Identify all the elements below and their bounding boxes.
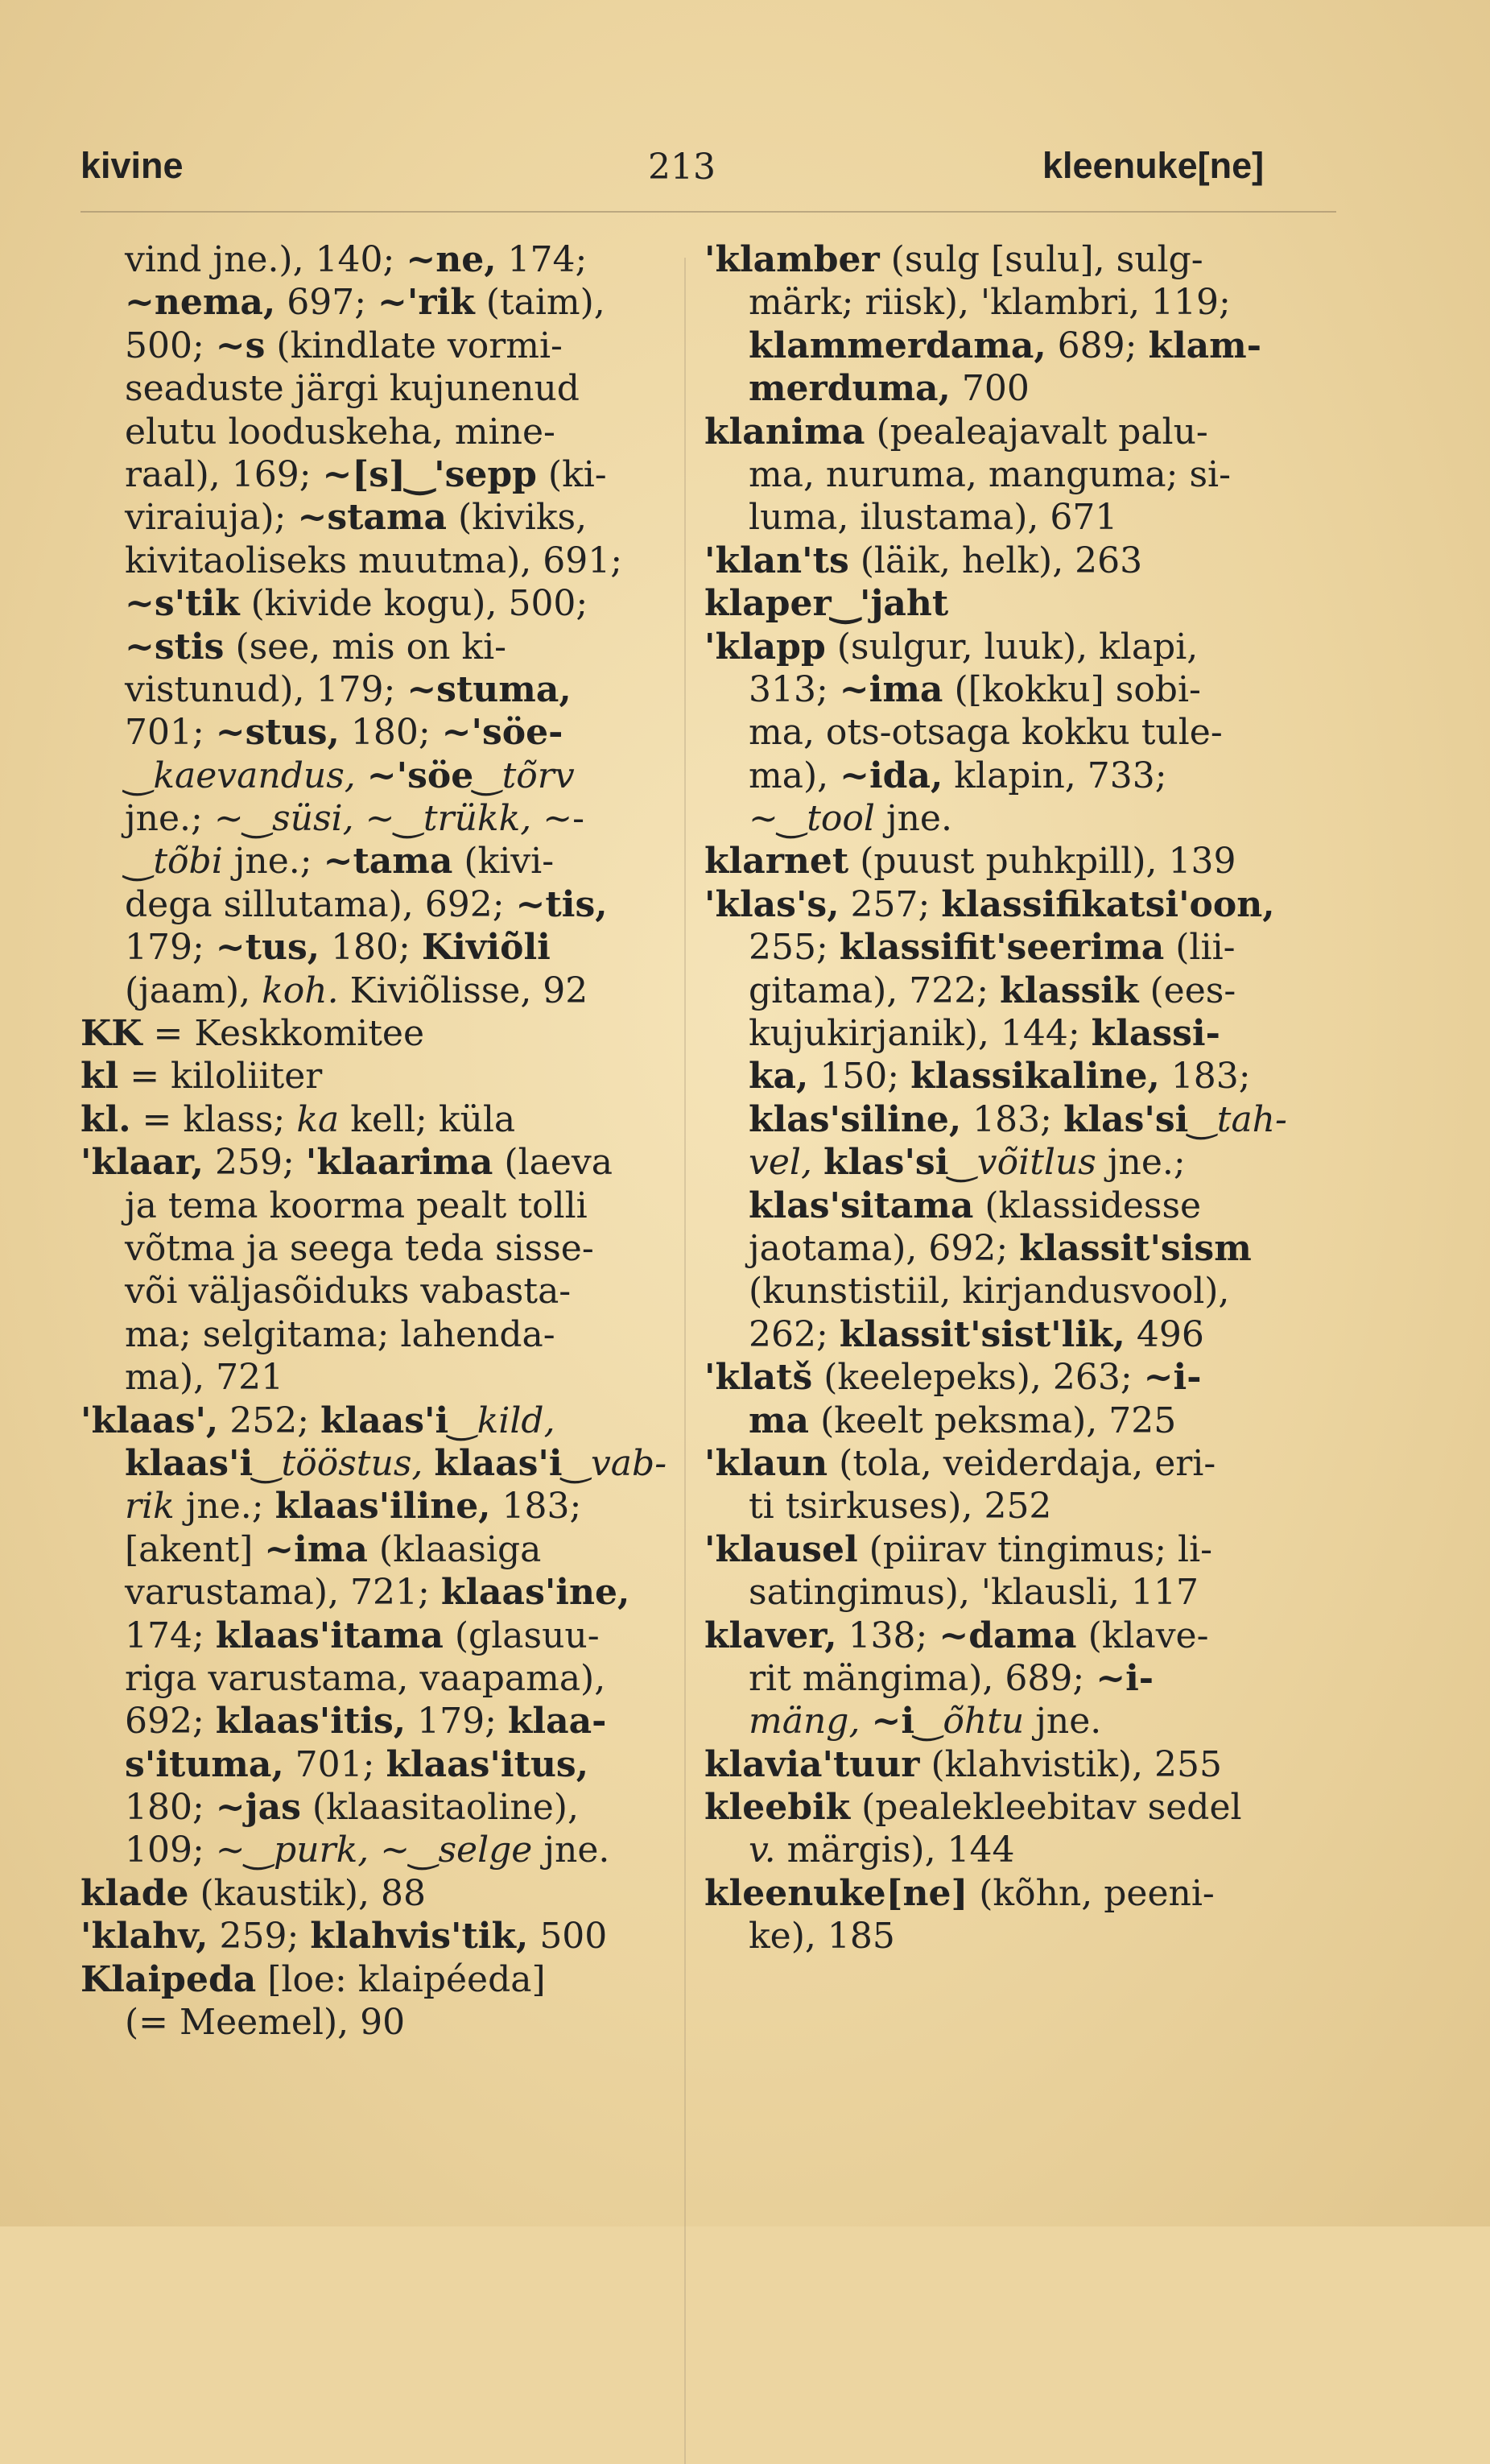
definition-text: 500: [528, 1916, 608, 1958]
definition-text: ma),: [749, 754, 840, 796]
headword-text: ~i-: [1096, 1657, 1154, 1699]
definition-text: märk; riisk), 'klambri, 119;: [749, 282, 1231, 324]
definition-text: 496: [1125, 1313, 1204, 1355]
headword-text: klassifit'seerima: [839, 927, 1165, 969]
dictionary-line: [704, 1356, 1276, 1399]
right-column: [704, 238, 1287, 1958]
definition-text: 700: [950, 368, 1030, 410]
headword-text: 'klas's,: [704, 883, 840, 925]
dictionary-line: [80, 367, 644, 410]
definition-text: (tola, veiderdaja, eri-: [828, 1442, 1216, 1484]
italic-text: ka: [296, 1098, 340, 1140]
definition-text: ja tema koorma pealt tolli: [125, 1184, 588, 1226]
definition-text: 697;: [275, 282, 378, 324]
headword-text: ~'söe-: [441, 712, 563, 754]
definition-text: [354, 798, 365, 839]
definition-text: 183;: [961, 1098, 1063, 1140]
definition-text: 259;: [204, 1142, 306, 1184]
italic-text: ~‿selge: [380, 1829, 533, 1871]
definition-text: 174;: [125, 1614, 216, 1656]
definition-text: ~-: [531, 798, 584, 840]
definition-text: [423, 1443, 434, 1484]
headword-text: ~ima: [839, 668, 943, 710]
dictionary-line: [704, 1227, 1276, 1270]
dictionary-line: [704, 1786, 1276, 1829]
headword-text: ~s: [215, 325, 266, 366]
dictionary-line: [80, 1485, 644, 1528]
definition-text: [akent]: [125, 1528, 265, 1570]
definition-text: (kõhn, peeni-: [968, 1872, 1215, 1914]
definition-text: (kunstistiil, kirjandusvool),: [749, 1271, 1230, 1313]
dictionary-line: [80, 540, 644, 582]
definition-text: (sulg [sulu], sulg-: [879, 239, 1203, 280]
headword-text: klaas'itis,: [215, 1701, 407, 1743]
definition-text: 109;: [125, 1829, 216, 1871]
left-column: [80, 238, 667, 2044]
headword-text: ~ida,: [840, 754, 943, 796]
definition-text: raal), 169;: [125, 453, 323, 495]
headword-text: klaas'itus,: [386, 1743, 589, 1785]
headword-text: ~stis: [125, 626, 225, 668]
definition-text: (glasuu-: [443, 1614, 600, 1656]
dictionary-line: [704, 1012, 1276, 1055]
definition-text: luma, ilustama), 671: [749, 497, 1118, 539]
italic-text: ‿õhtu: [914, 1701, 1025, 1743]
definition-text: märgis), 144: [775, 1829, 1015, 1871]
definition-text: [812, 1142, 823, 1183]
definition-text: kell; küla: [339, 1098, 516, 1140]
dictionary-line: [80, 1141, 644, 1184]
dictionary-line: [80, 1313, 644, 1356]
italic-text: vel,: [749, 1142, 812, 1184]
dictionary-line: [80, 411, 644, 453]
italic-text: ‿kild,: [448, 1399, 555, 1441]
definition-text: 183;: [490, 1486, 582, 1528]
headword-text: ~stama: [297, 497, 448, 539]
definition-text: riga varustama, vaapama),: [125, 1657, 606, 1699]
definition-text: (klave-: [1076, 1614, 1209, 1656]
headword-text: ~tama: [323, 841, 453, 883]
dictionary-line: [80, 626, 644, 668]
headword-text: ~nema,: [125, 282, 276, 324]
dictionary-line: [704, 1442, 1276, 1485]
definition-text: või väljasõiduks vabasta-: [125, 1271, 572, 1313]
headword-text: klaas'itama: [215, 1614, 444, 1656]
definition-text: 180;: [320, 927, 422, 969]
dictionary-line: [80, 668, 644, 711]
definition-text: 138;: [836, 1614, 939, 1656]
definition-text: jne.: [532, 1829, 610, 1871]
dictionary-line: [704, 1915, 1276, 1958]
header-last-entry: kleenuke[ne]: [1042, 145, 1265, 186]
definition-text: 255;: [749, 927, 840, 969]
dictionary-line: [80, 1958, 644, 2001]
definition-text: 179;: [125, 927, 216, 969]
headword-text: klam-: [1148, 325, 1261, 366]
definition-text: (pealekleebitav sedel: [850, 1787, 1242, 1829]
definition-text: 150;: [808, 1056, 911, 1098]
definition-text: (klaasiga: [367, 1528, 542, 1570]
dictionary-line: [704, 238, 1276, 281]
definition-text: elutu looduskeha, mine-: [125, 411, 555, 453]
headword-text: ~'söe: [366, 754, 474, 796]
headword-text: ~i-: [1143, 1357, 1202, 1399]
dictionary-line: [80, 238, 644, 281]
definition-text: viraiuja);: [125, 497, 298, 539]
definition-text: (pealeajavalt palu-: [865, 411, 1208, 453]
definition-text: gitama), 722;: [749, 969, 1001, 1011]
headword-text: klassikaline,: [910, 1056, 1160, 1098]
header-rule: [80, 211, 1336, 213]
definition-text: 180;: [125, 1787, 216, 1829]
definition-text: [356, 755, 367, 796]
dictionary-line: [704, 1657, 1276, 1700]
headword-text: kleebik: [704, 1787, 851, 1829]
dictionary-line: [704, 1700, 1276, 1743]
dictionary-line: [704, 1399, 1276, 1442]
definition-text: (puust puhkpill), 139: [848, 841, 1236, 883]
definition-text: (läik, helk), 263: [848, 540, 1143, 581]
definition-text: (kaustik), 88: [188, 1872, 426, 1914]
dictionary-line: [704, 1829, 1276, 1871]
headword-text: klanima: [704, 411, 865, 453]
definition-text: jne.: [1024, 1701, 1102, 1743]
headword-text: kl.: [80, 1098, 131, 1140]
italic-text: ‿vab-: [562, 1442, 667, 1484]
dictionary-line: [80, 1399, 644, 1442]
dictionary-line: [80, 1098, 644, 1141]
dictionary-line: [80, 1055, 644, 1098]
italic-text: v.: [749, 1829, 776, 1871]
dictionary-line: [704, 797, 1276, 840]
definition-text: jne.: [874, 798, 952, 840]
dictionary-line: [80, 1356, 644, 1399]
definition-text: 313;: [749, 668, 840, 710]
dictionary-line: [80, 1915, 644, 1958]
headword-text: klavia'tuur: [704, 1743, 920, 1785]
dictionary-line: [80, 496, 644, 539]
headword-text: Kiviõli: [421, 927, 551, 969]
italic-text: ‿tööstus,: [253, 1442, 423, 1484]
headword-text: ka,: [749, 1056, 809, 1098]
headword-text: klaa-: [507, 1701, 607, 1743]
headword-text: 'klan'ts: [704, 540, 849, 581]
dictionary-line: [80, 711, 644, 754]
definition-text: rit mängima), 689;: [749, 1657, 1096, 1699]
definition-text: 180;: [339, 712, 442, 754]
italic-text: rik: [125, 1486, 175, 1528]
definition-text: vind jne.), 140;: [125, 239, 407, 280]
dictionary-line: [80, 1786, 644, 1829]
headword-text: klaas'i: [125, 1442, 254, 1484]
headword-text: klas'siline,: [749, 1098, 962, 1140]
dictionary-line: [704, 883, 1276, 926]
dictionary-line: [704, 582, 1276, 625]
definition-text: klapin, 733;: [943, 754, 1167, 796]
dictionary-line: [80, 1743, 644, 1786]
definition-text: ti tsirkuses), 252: [749, 1486, 1052, 1528]
definition-text: (keelt peksma), 725: [809, 1399, 1177, 1441]
definition-text: Kiviõlisse, 92: [338, 969, 588, 1011]
headword-text: klahvis'tik,: [310, 1916, 529, 1958]
definition-text: jne.;: [222, 841, 324, 883]
dictionary-line: [80, 325, 644, 367]
italic-text: ‿tõbi: [125, 841, 223, 883]
definition-text: (klaasitaoline),: [300, 1787, 579, 1829]
running-header: [80, 145, 1288, 201]
definition-text: jne.;: [1096, 1142, 1186, 1184]
dictionary-line: [80, 1270, 644, 1313]
definition-text: ma; selgitama; lahenda-: [125, 1313, 555, 1355]
headword-text: klaas'i: [434, 1442, 563, 1484]
headword-text: 'klamber: [704, 239, 880, 280]
dictionary-line: [80, 1700, 644, 1743]
dictionary-line: [704, 367, 1276, 410]
definition-text: 500;: [125, 325, 216, 366]
definition-text: (lii-: [1164, 927, 1236, 969]
definition-text: 689;: [1046, 325, 1149, 366]
dictionary-line: [704, 281, 1276, 324]
headword-text: kl: [80, 1056, 119, 1098]
definition-text: 692;: [125, 1701, 216, 1743]
definition-text: (jaam),: [125, 969, 262, 1011]
dictionary-line: [704, 453, 1276, 496]
definition-text: [loe: klaipéeda]: [256, 1958, 546, 2000]
headword-text: 'klaun: [704, 1442, 828, 1484]
headword-text: klammerdama,: [749, 325, 1046, 366]
dictionary-line: [80, 281, 644, 324]
headword-text: ~ima: [264, 1528, 368, 1570]
dictionary-line: [80, 1528, 644, 1571]
headword-text: ~dama: [939, 1614, 1077, 1656]
headword-text: klade: [80, 1872, 189, 1914]
headword-text: kleenuke[ne]: [704, 1872, 968, 1914]
headword-text: 'klatš: [704, 1357, 813, 1399]
definition-text: jne.;: [125, 798, 214, 840]
italic-text: koh.: [262, 969, 339, 1011]
headword-text: 'klahv,: [80, 1916, 208, 1958]
dictionary-line: [80, 969, 644, 1012]
headword-text: 'klaar,: [80, 1142, 204, 1184]
dictionary-line: [80, 797, 644, 840]
definition-text: (kindlate vormi-: [265, 325, 563, 366]
dictionary-line: [704, 626, 1276, 668]
headword-text: KK: [80, 1013, 142, 1055]
italic-text: ~‿süsi,: [213, 798, 354, 840]
dictionary-line: [704, 1098, 1287, 1141]
definition-text: (see, mis on ki-: [224, 626, 507, 668]
headword-text: klaas'ine,: [440, 1572, 630, 1614]
definition-text: = kiloliiter: [118, 1056, 323, 1098]
definition-text: kivitaoliseks muutma), 691;: [125, 540, 623, 581]
headword-text: klas'si: [823, 1142, 949, 1184]
definition-text: (piirav tingimus; li-: [857, 1528, 1213, 1570]
definition-text: 259;: [208, 1916, 311, 1958]
definition-text: (keelepeks), 263;: [812, 1357, 1144, 1399]
definition-text: (klassidesse: [973, 1184, 1202, 1226]
headword-text: ~tus,: [215, 927, 320, 969]
dictionary-line: [704, 496, 1276, 539]
dictionary-line: [80, 926, 644, 969]
dictionary-line: [704, 1485, 1276, 1528]
headword-text: klas'si: [1063, 1098, 1189, 1140]
definition-text: 257;: [839, 883, 942, 925]
italic-text: ‿kaevandus,: [125, 754, 356, 796]
definition-text: ma), 721: [125, 1357, 284, 1399]
headword-text: ma: [749, 1399, 810, 1441]
headword-text: ~ne,: [406, 239, 497, 280]
definition-text: ma, ots-otsaga kokku tule-: [749, 712, 1223, 754]
dictionary-line: [704, 840, 1276, 883]
definition-text: jne.;: [174, 1486, 275, 1528]
dictionary-line: [80, 582, 644, 625]
italic-text: ‿tõrv: [473, 754, 575, 796]
headword-text: ~s'tik: [125, 583, 240, 625]
headword-text: klarnet: [704, 841, 849, 883]
dictionary-line: [704, 1528, 1276, 1571]
italic-text: ‿võitlus: [948, 1142, 1096, 1184]
headword-text: klassit'sist'lik,: [839, 1313, 1125, 1355]
dictionary-line: [80, 883, 644, 926]
headword-text: klassifikatsi'oon,: [941, 883, 1275, 925]
definition-text: kujukirjanik), 144;: [749, 1013, 1092, 1055]
dictionary-line: [80, 453, 644, 496]
definition-text: (sulgur, luuk), klapi,: [825, 626, 1199, 668]
page-number: 213: [648, 147, 716, 188]
headword-text: klassit'sism: [1019, 1227, 1252, 1269]
dictionary-line: [80, 1442, 667, 1485]
dictionary-line: [704, 1743, 1276, 1786]
definition-text: varustama), 721;: [125, 1572, 441, 1614]
header-first-entry: kivine: [80, 145, 184, 186]
italic-text: mäng,: [749, 1701, 861, 1743]
headword-text: ~i: [871, 1701, 915, 1743]
headword-text: Klaipeda: [80, 1958, 257, 2000]
definition-text: = klass;: [130, 1098, 297, 1140]
definition-text: dega sillutama), 692;: [125, 883, 516, 925]
dictionary-line: [80, 1571, 644, 1614]
definition-text: 701;: [125, 712, 216, 754]
dictionary-line: [704, 1571, 1276, 1614]
headword-text: ~'rik: [378, 282, 475, 324]
dictionary-line: [80, 1227, 644, 1270]
definition-text: ke), 185: [749, 1916, 895, 1958]
headword-text: klassi-: [1091, 1013, 1220, 1055]
dictionary-line: [704, 969, 1276, 1012]
definition-text: võtma ja seega teda sisse-: [125, 1227, 594, 1269]
italic-text: ~‿trükk,: [365, 798, 532, 840]
headword-text: klaver,: [704, 1614, 837, 1656]
italic-text: ~‿purk,: [215, 1829, 369, 1871]
headword-text: klaper‿'jaht: [704, 583, 949, 625]
dictionary-line: [704, 1141, 1276, 1184]
dictionary-line: [704, 411, 1276, 453]
definition-text: (klahvistik), 255: [919, 1743, 1222, 1785]
headword-text: ~stus,: [215, 712, 340, 754]
definition-text: seaduste järgi kujunenud: [125, 368, 580, 410]
dictionary-line: [704, 325, 1276, 367]
column-divider: [684, 258, 686, 2464]
dictionary-line: [704, 668, 1276, 711]
dictionary-line: [80, 840, 644, 883]
definition-text: (laeva: [493, 1142, 613, 1184]
dictionary-line: [80, 1829, 644, 1871]
headword-text: klas'sitama: [749, 1184, 974, 1226]
dictionary-line: [704, 1313, 1276, 1356]
headword-text: 'klapp: [704, 626, 826, 668]
dictionary-line: [704, 711, 1276, 754]
dictionary-line: [704, 926, 1276, 969]
dictionary-line: [80, 1012, 644, 1055]
definition-text: [369, 1829, 380, 1871]
headword-text: s'ituma,: [125, 1743, 284, 1785]
dictionary-line: [80, 1872, 644, 1915]
dictionary-line: [80, 2001, 644, 2044]
definition-text: = Keskkomitee: [142, 1013, 425, 1055]
headword-text: 'klaarima: [305, 1142, 493, 1184]
dictionary-line: [80, 754, 644, 797]
headword-text: klaas'i: [320, 1399, 449, 1441]
definition-text: (= Meemel), 90: [125, 2002, 406, 2044]
dictionary-line: [704, 1055, 1276, 1098]
definition-text: (kivi-: [452, 841, 555, 883]
headword-text: ~[s]‿'sepp: [322, 453, 537, 495]
dictionary-line: [704, 540, 1276, 582]
dictionary-line: [80, 1657, 644, 1700]
dictionary-line: [80, 1614, 644, 1657]
definition-text: (taim),: [474, 282, 605, 324]
headword-text: 'klausel: [704, 1528, 858, 1570]
definition-text: vistunud), 179;: [125, 668, 407, 710]
headword-text: klaas'iline,: [274, 1486, 491, 1528]
definition-text: 174;: [496, 239, 588, 280]
headword-text: merduma,: [749, 368, 951, 410]
italic-text: ‿tah-: [1188, 1098, 1287, 1140]
headword-text: 'klaas',: [80, 1399, 219, 1441]
definition-text: 179;: [406, 1701, 508, 1743]
dictionary-line: [704, 1270, 1276, 1313]
definition-text: ([kokku] sobi-: [943, 668, 1201, 710]
definition-text: (ki-: [536, 453, 607, 495]
definition-text: 262;: [749, 1313, 840, 1355]
definition-text: (kiviks,: [447, 497, 588, 539]
headword-text: klassik: [1000, 969, 1139, 1011]
dictionary-line: [704, 1614, 1276, 1657]
definition-text: jaotama), 692;: [749, 1227, 1020, 1269]
italic-text: ~‿tool: [749, 798, 875, 840]
dictionary-line: [80, 1184, 644, 1227]
dictionary-line: [704, 1184, 1276, 1227]
definition-text: 183;: [1159, 1056, 1251, 1098]
headword-text: ~tis,: [515, 883, 608, 925]
definition-text: (kivide kogu), 500;: [239, 583, 588, 625]
definition-text: [860, 1701, 871, 1742]
dictionary-line: [704, 1872, 1276, 1915]
definition-text: ma, nuruma, manguma; si-: [749, 453, 1231, 495]
definition-text: (ees-: [1138, 969, 1236, 1011]
definition-text: 701;: [283, 1743, 386, 1785]
definition-text: satingimus), 'klausli, 117: [749, 1572, 1199, 1614]
dictionary-line: [704, 754, 1276, 797]
headword-text: ~stuma,: [407, 668, 572, 710]
definition-text: 252;: [218, 1399, 321, 1441]
headword-text: ~jas: [215, 1787, 301, 1829]
